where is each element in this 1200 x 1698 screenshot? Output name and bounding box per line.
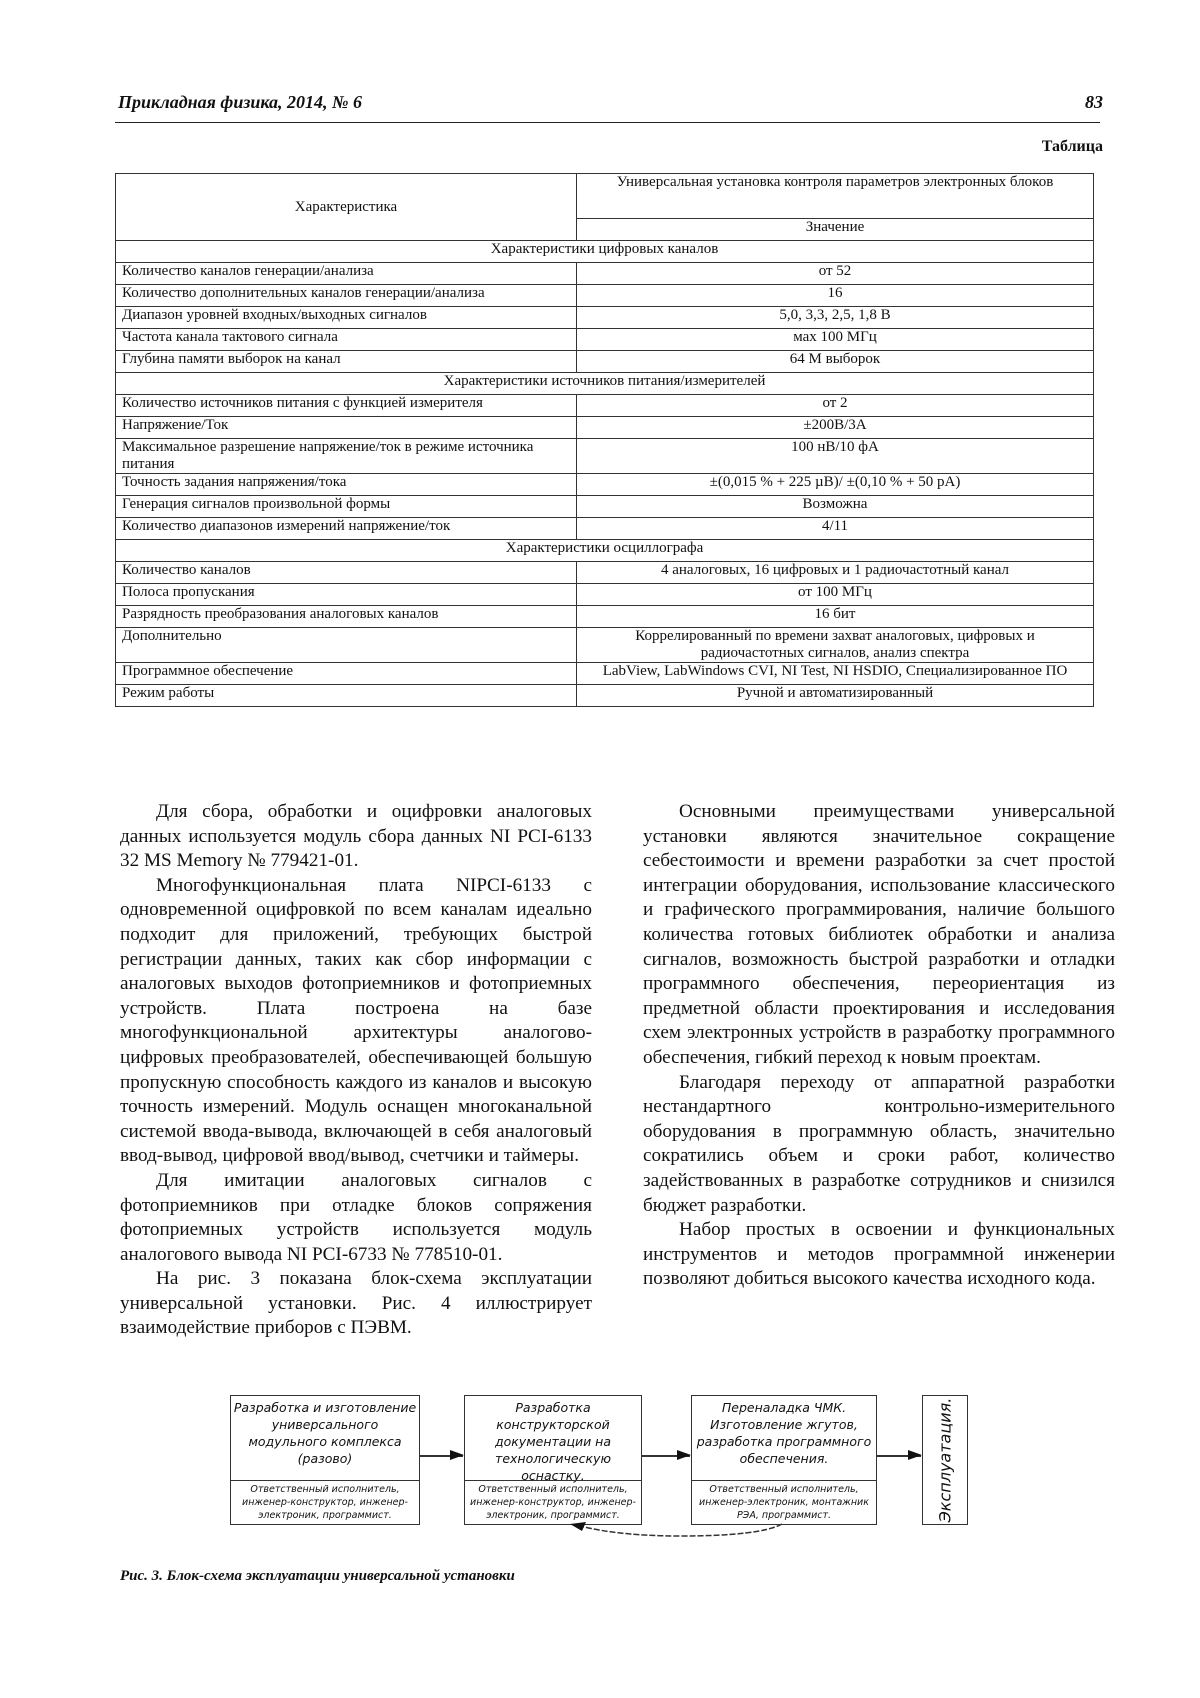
table-row	[116, 351, 1094, 373]
value-cell: от 52	[577, 263, 1094, 285]
characteristic-cell: Максимальное разрешение напряжение/ток в режиме источника питания	[116, 439, 577, 474]
characteristic-cell: Генерация сигналов произвольной формы	[116, 496, 577, 518]
table-row	[116, 307, 1094, 329]
characteristic-cell: Частота канала тактового сигнала	[116, 329, 577, 351]
characteristic-cell: Глубина памяти выборок на канал	[116, 351, 577, 373]
journal-title: Прикладная физика, 2014, № 6	[118, 92, 363, 112]
flow-box-2	[464, 1395, 642, 1525]
arrow-icon	[876, 1455, 921, 1457]
paragraph: Для сбора, обработки и оцифровки аналоговых данных используется модуль сбора данных NI PCI-6133 32 MS Memory № 779421-01.	[120, 801, 592, 872]
box-responsible: Ответственный исполнитель, инженер-конструктор, инженер-электроник, программист.	[465, 1480, 641, 1524]
table-row	[116, 584, 1094, 606]
characteristic-cell: Количество каналов генерации/анализа	[116, 263, 577, 285]
arrow-icon	[641, 1455, 690, 1457]
value-cell: 16	[577, 285, 1094, 307]
figure-caption: Рис. 3. Блок-схема эксплуатации универсальной установки	[120, 1568, 515, 1584]
table-row	[116, 663, 1094, 685]
value-cell: 5,0, 3,3, 2,5, 1,8 В	[577, 307, 1094, 329]
box-title: Переналадка ЧМК. Изготовление жгутов, разработка программного обеспечения.	[696, 1400, 872, 1466]
header-cell: Универсальная установка контроля параметров электронных блоков	[577, 174, 1094, 219]
value-cell: от 100 МГц	[577, 584, 1094, 606]
feedback-arrow-icon	[560, 1520, 800, 1550]
characteristic-cell: Количество источников питания с функцией измерителя	[116, 395, 577, 417]
box-responsible: Ответственный исполнитель, инженер-конструктор, инженер-электроник, программист.	[231, 1480, 419, 1524]
flow-box-3	[691, 1395, 877, 1525]
value-cell: Возможна	[577, 496, 1094, 518]
table-row	[116, 685, 1094, 707]
table-row	[116, 562, 1094, 584]
value-cell: 100 нВ/10 фА	[577, 439, 1094, 474]
characteristic-cell: Диапазон уровней входных/выходных сигналов	[116, 307, 577, 329]
characteristic-cell: Напряжение/Ток	[116, 417, 577, 439]
table-row	[116, 395, 1094, 417]
table-row	[116, 285, 1094, 307]
value-cell: от 2	[577, 395, 1094, 417]
characteristic-cell: Режим работы	[116, 685, 577, 707]
box-title: Разработка конструкторской документации на технологическую оснастку.	[494, 1400, 612, 1483]
box-title: Эксплуатация.	[935, 1397, 955, 1523]
paragraph: Благодаря переходу от аппаратной разработки нестандартного контрольно-измерительного оборудования в программную область, значительно сократились объем и сроки работ, количество задействованных в разработке сотрудников и снизился бюджет разработки.	[643, 1071, 1115, 1216]
table-row	[116, 329, 1094, 351]
paragraph: Для имитации аналоговых сигналов с фотоприемников при отладке блоков сопряжения фотоприемных устройств используется модуль аналогового вывода NI PCI-6733 № 778510-01.	[120, 1169, 592, 1265]
characteristic-cell: Количество каналов	[116, 562, 577, 584]
value-cell: мах 100 МГц	[577, 329, 1094, 351]
paragraph: На рис. 3 показана блок-схема эксплуатации универсальной установки. Рис. 4 иллюстрирует взаимодействие приборов с ПЭВМ.	[120, 1268, 592, 1339]
left-column	[120, 800, 592, 1341]
table-row	[116, 474, 1094, 496]
section-header: Характеристики цифровых каналов	[116, 241, 1094, 263]
value-cell: 16 бит	[577, 606, 1094, 628]
box-responsible: Ответственный исполнитель, инженер-электроник, монтажник РЭА, программист.	[692, 1480, 876, 1524]
characteristic-cell: Точность задания напряжения/тока	[116, 474, 577, 496]
characteristic-cell: Программное обеспечение	[116, 663, 577, 685]
header-cell: Значение	[577, 219, 1094, 241]
flow-box-final	[922, 1395, 968, 1525]
header-rule	[115, 122, 1100, 123]
table-row	[116, 628, 1094, 663]
value-cell: 4 аналоговых, 16 цифровых и 1 радиочастотный канал	[577, 562, 1094, 584]
right-column	[643, 800, 1115, 1292]
value-cell: Ручной и автоматизированный	[577, 685, 1094, 707]
paragraph: Многофункциональная плата NIPCI-6133 с одновременной оцифровкой по всем каналам идеально подходит для приложений, требующих быстрой регистрации данных, таких как сбор информации с аналоговых выходов фотоприемников и фотоприемных устройств. Плата построена на базе многофункциональной архитектуры аналогово-цифровых преобразователей, обеспечивающей большую пропускную способность каждого из каналов и высокую точность измерений. Модуль оснащен многоканальной системой ввода-вывода, включающей в себя аналоговый ввод-вывод, цифровой ввод/вывод, счетчики и таймеры.	[120, 874, 592, 1167]
page-number: 83	[1085, 92, 1103, 112]
spec-table	[115, 173, 1094, 707]
value-cell: LabView, LabWindows CVI, NI Test, NI HSDIO, Специализированное ПО	[577, 663, 1094, 685]
table-row	[116, 606, 1094, 628]
arrow-icon	[419, 1455, 463, 1457]
characteristic-cell: Разрядность преобразования аналоговых каналов	[116, 606, 577, 628]
paragraph: Основными преимуществами универсальной установки являются значительное сокращение себестоимости и времени разработки за счет простой интеграции оборудования, использование классического и графического программирования, наличие большого количества готовых библиотек обработки и анализа сигналов, возможность быстрой разработки и отладки программного обеспечения, переориентация из предметной области проектирования и исследования схем электронных устройств в разработку программного обеспечения, гибкий переход к новым проектам.	[643, 801, 1115, 1068]
value-cell: 4/11	[577, 518, 1094, 540]
header-cell: Характеристика	[116, 174, 577, 241]
table-row	[116, 417, 1094, 439]
table-caption: Таблица	[1041, 138, 1103, 155]
value-cell: ±200В/3А	[577, 417, 1094, 439]
characteristic-cell: Количество диапазонов измерений напряжение/ток	[116, 518, 577, 540]
table-row	[116, 496, 1094, 518]
paragraph: Набор простых в освоении и функциональных инструментов и методов программной инженерии позволяют добиться высокого качества исходного кода.	[643, 1219, 1115, 1290]
characteristic-cell: Полоса пропускания	[116, 584, 577, 606]
table-row	[116, 518, 1094, 540]
section-header: Характеристики осциллографа	[116, 540, 1094, 562]
characteristic-cell: Дополнительно	[116, 628, 577, 663]
value-cell: ±(0,015 % + 225 µВ)/ ±(0,10 % + 50 pA)	[577, 474, 1094, 496]
value-cell: Коррелированный по времени захват аналоговых, цифровых и радиочастотных сигналов, анализ спектра	[577, 628, 1094, 663]
table-row	[116, 439, 1094, 474]
section-header: Характеристики источников питания/измерителей	[116, 373, 1094, 395]
value-cell: 64 М выборок	[577, 351, 1094, 373]
characteristic-cell: Количество дополнительных каналов генерации/анализа	[116, 285, 577, 307]
flow-box-1	[230, 1395, 420, 1525]
box-title: Разработка и изготовление универсального модульного комплекса (разово)	[233, 1400, 417, 1466]
table-row	[116, 263, 1094, 285]
